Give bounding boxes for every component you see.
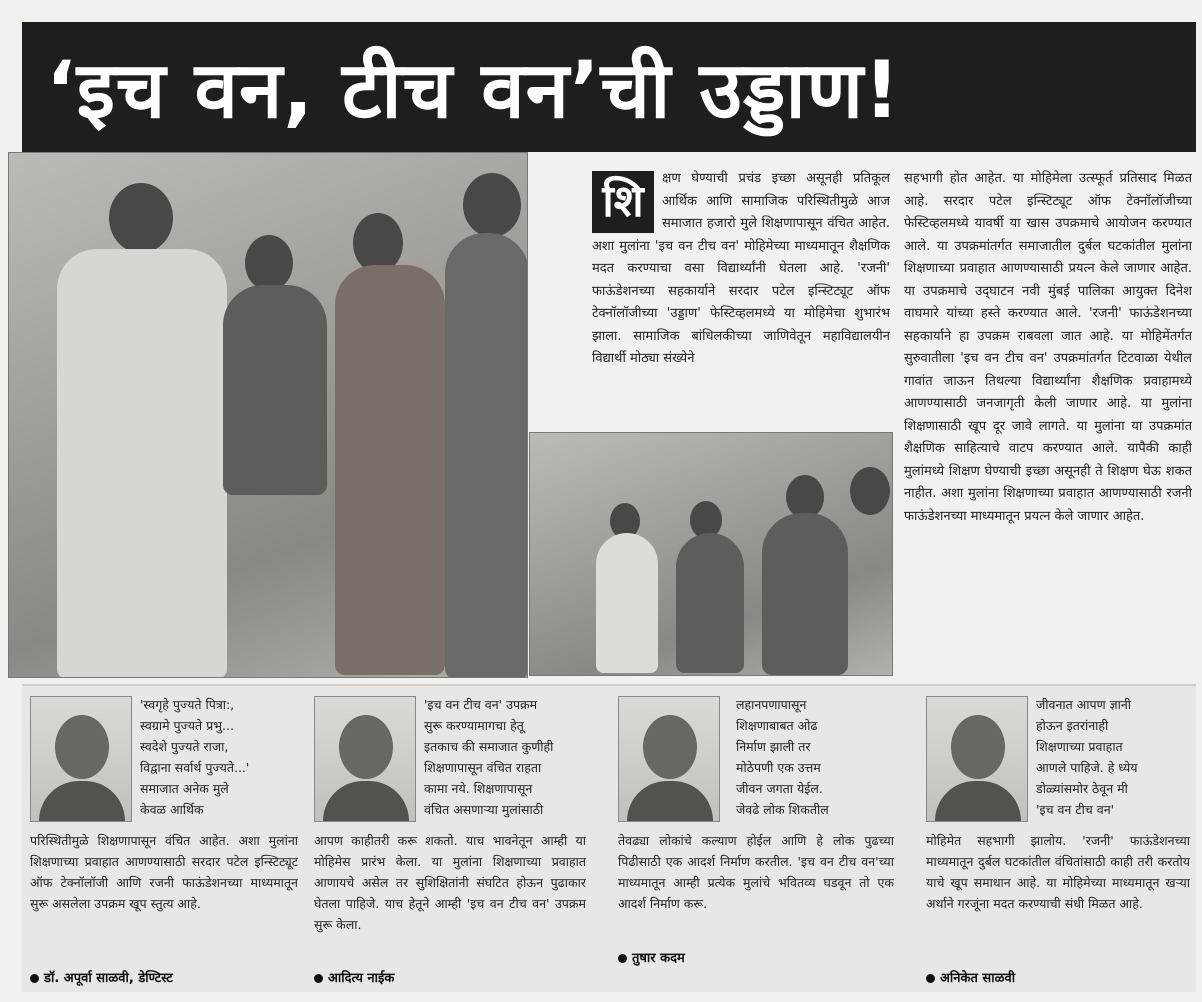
quote-text-bottom: मोहिमेत सहभागी झालोय. 'रजनी' फाऊंडेशनच्या माध्यमातून दुर्बल घटकांतील वंचितांसाठी काही तरी करतोय याचे खूप समाधान आहे. या मोहिमेच्या माध्यमातून खऱ्या अर्थाने गरजूंना मदत करण्याची संधी मिळत आहे. [926, 833, 1190, 911]
article-column-1 [592, 168, 890, 428]
quote-text-top: जीवनात आपण ज्ञानी होऊन इतरांनाही शिक्षणाच्या प्रवाहात आणले पाहिजे. हे ध्येय डोळ्यांसमोर ठेवून मी 'इच वन टीच वन' [1036, 697, 1138, 817]
avatar [926, 696, 1028, 822]
quote-byline: डॉ. अपूर्वा साळवी, डेण्टिस्ट [30, 968, 173, 986]
avatar [314, 696, 416, 822]
quote-text-bottom: आपण काहीतरी करू शकतो. याच भावनेतून आम्ही या मोहिमेस प्रारंभ केला. या मुलांना शिक्षणाच्या प्रवाहात आणायचे असेल तर सुशिक्षितांनी संघटित होऊन पुढाकार घेतला पाहिजे. याच हेतूने आम्ही 'इच वन टीच वन' उपक्रम सुरू केला. [314, 833, 586, 932]
quote-text-top: लहानपणापासून शिक्षणाबाबत ओढ निर्माण झाली तर मोठेपणी एक उत्तम जीवन जगता येईल. जेवढे लोक शिकतील [736, 697, 829, 817]
quote-byline: तुषार कदम [618, 948, 685, 966]
quote-byline: आदित्य नाईक [314, 968, 394, 986]
secondary-photo [529, 432, 893, 676]
quote-byline: अनिकेत साळवी [926, 968, 1015, 986]
article-text-1: क्षण घेण्याची प्रचंड इच्छा असूनही प्रतिकूल आर्थिक आणि सामाजिक परिस्थितीमुळे आज समाजात हजारो मुले शिक्षणापासून वंचित आहेत. अशा मुलांना 'इच वन टीच वन' मोहिमेच्या माध्यमातून शैक्षणिक मदत करण्याचा वसा विद्यार्थ्यांनी घेतला आहे. 'रजनी' फाऊंडेशनच्या सहकार्याने सरदार पटेल इन्स्टिट्यूट ऑफ टेक्नॉलॉजीच्या 'उड्डाण' फेस्टिव्हलमध्ये या मोहिमेचा शुभारंभ झाला. सामाजिक बांधिलकीच्या जाणिवेतून महाविद्यालयीन विद्यार्थी मोठ्या संख्येने [592, 171, 890, 366]
avatar [618, 696, 720, 822]
article-column-2 [904, 168, 1192, 676]
quote-text-bottom: तेवढ्या लोकांचे कल्याण होईल आणि हे लोक पुढच्या पिढीसाठी एक आदर्श निर्माण करतील. 'इच वन टीच वन'च्या माध्यमातून आम्ही प्रत्येक मुलांचे भवितव्य घडवून तो एक आदर्श निर्माण करू. [618, 833, 894, 911]
headline: ‘इच वन, टीच वन’ची उड्डाण! [22, 22, 1196, 152]
quote-text-top: 'इच वन टीच वन' उपक्रम सुरू करण्यामागचा हेतू इतकाच की समाजात कुणीही शिक्षणापासून वंचित राहता कामा नये. शिक्षणापासून वंचित असणाऱ्या मुलांसाठी [424, 697, 554, 817]
article-text-2: सहभागी होत आहेत. या मोहिमेला उत्स्फूर्त प्रतिसाद मिळत आहे. सरदार पटेल इन्स्टिट्यूट ऑफ टेक्नॉलॉजीच्या फेस्टिव्हलमध्ये यावर्षी या खास उपक्रमाचे आयोजन करण्यात आले. या उपक्रमांतर्गत समाजातील दुर्बल घटकांतील मुलांना शिक्षणाच्या प्रवाहात आणण्यासाठी प्रयत्न केले जाणार आहेत. या उपक्रमाचे उद्‌घाटन नवी मुंबई पालिका आयुक्त दिनेश वाघमारे यांच्या हस्ते करण्यात आले. 'रजनी' फाऊंडेशनच्या सहकार्याने हा उपक्रम राबवला जात आहे. या मोहिमेंतर्गत सुरुवातीला 'इच वन टीच वन' उपक्रमांतर्गत टिटवाळा येथील गावांत जाऊन तिथल्या विद्यार्थ्यांना शैक्षणिक प्रवाहामध्ये आणण्यासाठी जनजागृती केली जाणार आहे. या मुलांना शिक्षणासाठी खूप दूर जावे लागते. या मुलांना या उपक्रमांत शैक्षणिक साहित्याचे वाटप करण्यात आले. यापैकी काही मुलांमध्ये शिक्षण घेण्याची इच्छा असूनही ते शिक्षण घेऊ शकत नाहीत. अशा मुलांना शिक्षणाच्या प्रवाहात आणण्यासाठी रजनी फाऊंडेशनच्या माध्यमातून प्रयत्न केले जाणार आहेत. [904, 171, 1192, 524]
avatar [30, 696, 132, 822]
quote-text-bottom: परिस्थितीमुळे शिक्षणापासून वंचित आहेत. अशा मुलांना शिक्षणाच्या प्रवाहात आणण्यासाठी सरदार पटेल इन्स्टिट्यूट ऑफ टेक्नॉलॉजी आणि रजनी फाऊंडेशनच्या माध्यमातून सुरू असलेला उपक्रम खूप स्तुत्य आहे. [30, 833, 298, 911]
quote-text-top: 'स्वगृहे पुज्यते पित्रा:, स्वग्रामे पुज्यते प्रभु... स्वदेशे पुज्यते राजा, विद्वाना सर्वार्थ पुज्यते...' समाजात अनेक मुले केवळ आर्थिक [140, 697, 250, 817]
main-photo [8, 152, 528, 678]
drop-cap: शि [592, 171, 654, 233]
